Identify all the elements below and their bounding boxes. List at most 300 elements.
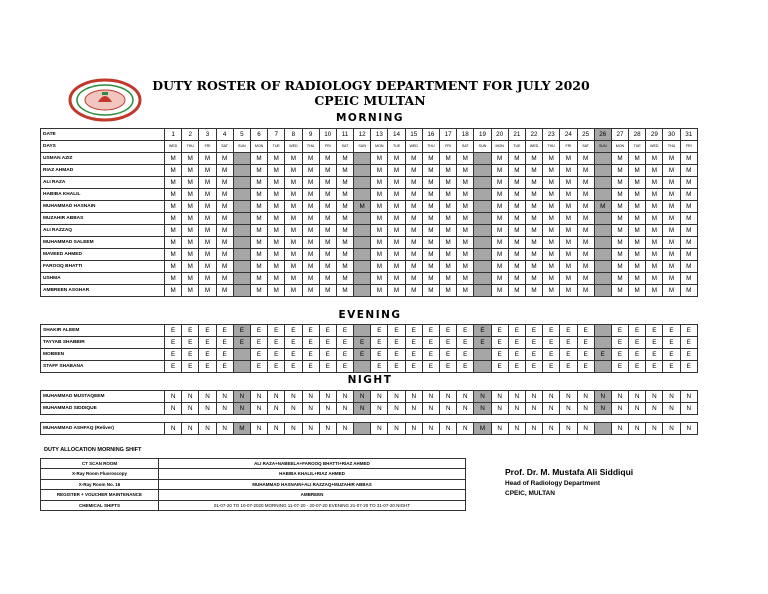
roster-cell: E bbox=[336, 361, 353, 373]
roster-cell: M bbox=[250, 285, 267, 297]
roster-cell: N bbox=[422, 403, 439, 415]
roster-cell: E bbox=[508, 349, 525, 361]
roster-cell: M bbox=[491, 177, 508, 189]
roster-cell: M bbox=[285, 225, 302, 237]
roster-cell: M bbox=[491, 213, 508, 225]
roster-cell: E bbox=[525, 349, 542, 361]
roster-cell: E bbox=[577, 361, 594, 373]
page-subtitle: CPEIC MULTAN bbox=[314, 93, 426, 108]
roster-cell: M bbox=[646, 177, 663, 189]
roster-cell: M bbox=[440, 225, 457, 237]
roster-cell: N bbox=[457, 423, 474, 435]
roster-cell: M bbox=[491, 285, 508, 297]
roster-cell: M bbox=[405, 237, 422, 249]
roster-cell: E bbox=[371, 349, 388, 361]
roster-cell: M bbox=[611, 237, 628, 249]
roster-cell: N bbox=[577, 391, 594, 403]
roster-cell: M bbox=[250, 273, 267, 285]
roster-cell: 6 bbox=[250, 129, 267, 141]
roster-cell: M bbox=[371, 273, 388, 285]
roster-cell bbox=[233, 177, 250, 189]
roster-cell: WED bbox=[405, 141, 422, 153]
roster-cell: N bbox=[182, 423, 199, 435]
roster-cell: M bbox=[629, 201, 646, 213]
roster-cell: N bbox=[577, 423, 594, 435]
roster-cell: E bbox=[302, 349, 319, 361]
roster-cell: E bbox=[199, 337, 216, 349]
roster-cell: E bbox=[611, 361, 628, 373]
roster-cell: N bbox=[525, 423, 542, 435]
roster-cell: M bbox=[199, 165, 216, 177]
roster-cell: E bbox=[474, 337, 491, 349]
roster-cell: M bbox=[268, 261, 285, 273]
roster-cell bbox=[474, 201, 491, 213]
roster-cell: M bbox=[560, 153, 577, 165]
roster-cell: 23 bbox=[543, 129, 560, 141]
roster-cell: M bbox=[182, 273, 199, 285]
roster-cell: M bbox=[491, 237, 508, 249]
roster-cell: M bbox=[268, 237, 285, 249]
roster-cell: M bbox=[646, 273, 663, 285]
roster-cell: E bbox=[165, 361, 182, 373]
row-label: MUHAMMAD MUSTAQEEM bbox=[41, 391, 165, 403]
roster-cell: M bbox=[560, 201, 577, 213]
roster-cell: N bbox=[646, 403, 663, 415]
roster-cell: M bbox=[302, 189, 319, 201]
roster-cell: N bbox=[182, 403, 199, 415]
roster-cell bbox=[594, 237, 611, 249]
roster-cell: M bbox=[508, 225, 525, 237]
roster-cell: 14 bbox=[388, 129, 405, 141]
roster-cell: M bbox=[422, 225, 439, 237]
roster-cell: M bbox=[680, 213, 697, 225]
roster-cell: M bbox=[457, 165, 474, 177]
roster-cell: M bbox=[336, 285, 353, 297]
roster-cell: E bbox=[182, 361, 199, 373]
roster-cell: N bbox=[233, 403, 250, 415]
roster-cell: M bbox=[611, 177, 628, 189]
roster-cell: M bbox=[629, 249, 646, 261]
roster-cell bbox=[354, 285, 371, 297]
roster-cell: M bbox=[199, 273, 216, 285]
row-label: MUHAMMAD HASNAIN bbox=[41, 201, 165, 213]
roster-cell: M bbox=[663, 165, 680, 177]
roster-cell bbox=[594, 189, 611, 201]
roster-cell: M bbox=[663, 189, 680, 201]
roster-cell bbox=[354, 177, 371, 189]
roster-cell: E bbox=[611, 325, 628, 337]
roster-cell bbox=[354, 189, 371, 201]
roster-cell: M bbox=[405, 273, 422, 285]
roster-cell: M bbox=[216, 165, 233, 177]
roster-cell bbox=[233, 261, 250, 273]
roster-cell: M bbox=[319, 213, 336, 225]
roster-cell: M bbox=[680, 189, 697, 201]
allocation-row bbox=[41, 469, 466, 479]
roster-cell: 25 bbox=[577, 129, 594, 141]
morning-row bbox=[41, 201, 698, 213]
roster-cell: M bbox=[336, 273, 353, 285]
roster-cell bbox=[474, 237, 491, 249]
roster-cell: M bbox=[388, 153, 405, 165]
roster-cell: M bbox=[663, 213, 680, 225]
roster-cell: N bbox=[216, 403, 233, 415]
roster-cell: 16 bbox=[422, 129, 439, 141]
roster-cell: 17 bbox=[440, 129, 457, 141]
roster-cell: M bbox=[302, 177, 319, 189]
roster-cell: E bbox=[560, 361, 577, 373]
roster-cell: E bbox=[233, 325, 250, 337]
row-label: AMBREEN ASGHAR bbox=[41, 285, 165, 297]
roster-cell: M bbox=[216, 153, 233, 165]
allocation-room: X-Ray Room Fluoroscopy bbox=[41, 469, 159, 479]
roster-cell: M bbox=[405, 201, 422, 213]
roster-cell: M bbox=[577, 237, 594, 249]
roster-cell: M bbox=[182, 261, 199, 273]
roster-cell: M bbox=[216, 177, 233, 189]
allocation-table bbox=[40, 458, 466, 511]
roster-cell: M bbox=[508, 153, 525, 165]
roster-cell: E bbox=[319, 361, 336, 373]
roster-cell: N bbox=[319, 403, 336, 415]
roster-cell: M bbox=[250, 237, 267, 249]
roster-cell: M bbox=[594, 201, 611, 213]
roster-cell: N bbox=[285, 391, 302, 403]
roster-cell: M bbox=[646, 213, 663, 225]
roster-cell: M bbox=[525, 201, 542, 213]
roster-cell: M bbox=[680, 273, 697, 285]
roster-cell: M bbox=[543, 189, 560, 201]
roster-cell bbox=[233, 249, 250, 261]
roster-cell: M bbox=[629, 177, 646, 189]
allocation-room: REGISTER + VOUCHER MAINTENANCE bbox=[41, 490, 159, 500]
roster-cell: E bbox=[422, 337, 439, 349]
roster-cell: M bbox=[302, 237, 319, 249]
allocation-row bbox=[41, 500, 466, 510]
roster-cell: M bbox=[319, 285, 336, 297]
roster-cell: SAT bbox=[336, 141, 353, 153]
roster-cell: N bbox=[336, 423, 353, 435]
roster-cell: E bbox=[268, 361, 285, 373]
roster-cell: M bbox=[388, 261, 405, 273]
roster-cell: E bbox=[216, 361, 233, 373]
roster-cell: M bbox=[440, 153, 457, 165]
roster-cell: M bbox=[629, 237, 646, 249]
roster-cell: M bbox=[302, 165, 319, 177]
roster-cell bbox=[594, 261, 611, 273]
roster-cell: E bbox=[199, 325, 216, 337]
roster-cell: WED bbox=[285, 141, 302, 153]
roster-cell: M bbox=[663, 237, 680, 249]
row-label: RIAZ AHMAD bbox=[41, 165, 165, 177]
roster-cell: E bbox=[646, 325, 663, 337]
roster-cell: M bbox=[216, 237, 233, 249]
roster-cell: M bbox=[491, 261, 508, 273]
roster-cell: N bbox=[268, 391, 285, 403]
roster-cell: M bbox=[543, 165, 560, 177]
roster-cell: E bbox=[165, 325, 182, 337]
roster-cell: N bbox=[405, 403, 422, 415]
allocation-row bbox=[41, 479, 466, 489]
roster-cell: M bbox=[388, 285, 405, 297]
roster-cell: FRI bbox=[199, 141, 216, 153]
roster-cell: E bbox=[165, 337, 182, 349]
roster-cell: M bbox=[302, 225, 319, 237]
roster-cell: M bbox=[525, 261, 542, 273]
roster-cell: M bbox=[405, 153, 422, 165]
roster-cell: E bbox=[250, 361, 267, 373]
roster-cell: 29 bbox=[646, 129, 663, 141]
roster-cell: M bbox=[457, 177, 474, 189]
roster-cell: M bbox=[525, 285, 542, 297]
roster-cell: M bbox=[629, 189, 646, 201]
roster-cell bbox=[354, 213, 371, 225]
roster-cell: E bbox=[319, 337, 336, 349]
roster-cell: M bbox=[182, 189, 199, 201]
roster-cell bbox=[474, 349, 491, 361]
roster-cell: E bbox=[182, 337, 199, 349]
roster-cell: N bbox=[422, 391, 439, 403]
evening-row bbox=[41, 325, 698, 337]
roster-cell: E bbox=[440, 361, 457, 373]
roster-cell: M bbox=[165, 249, 182, 261]
roster-cell: M bbox=[577, 153, 594, 165]
roster-cell: THU bbox=[663, 141, 680, 153]
evening-row bbox=[41, 349, 698, 361]
roster-cell: N bbox=[611, 403, 628, 415]
roster-cell: N bbox=[388, 423, 405, 435]
roster-cell: M bbox=[371, 189, 388, 201]
roster-cell: 15 bbox=[405, 129, 422, 141]
roster-cell: E bbox=[474, 325, 491, 337]
roster-cell: M bbox=[680, 225, 697, 237]
roster-cell: M bbox=[611, 249, 628, 261]
roster-cell: E bbox=[525, 337, 542, 349]
roster-cell: E bbox=[491, 349, 508, 361]
roster-cell: M bbox=[165, 237, 182, 249]
roster-cell: M bbox=[543, 225, 560, 237]
roster-cell: M bbox=[440, 249, 457, 261]
roster-cell: E bbox=[250, 337, 267, 349]
roster-cell bbox=[474, 189, 491, 201]
roster-cell: E bbox=[543, 361, 560, 373]
roster-cell: 9 bbox=[302, 129, 319, 141]
roster-cell bbox=[474, 261, 491, 273]
roster-cell: E bbox=[302, 361, 319, 373]
roster-cell: N bbox=[250, 403, 267, 415]
roster-cell: E bbox=[663, 337, 680, 349]
roster-cell: N bbox=[199, 423, 216, 435]
roster-cell: M bbox=[302, 201, 319, 213]
roster-cell: N bbox=[216, 391, 233, 403]
night-roster-table bbox=[40, 390, 698, 415]
roster-cell: E bbox=[336, 325, 353, 337]
roster-cell: E bbox=[354, 337, 371, 349]
roster-cell: MON bbox=[250, 141, 267, 153]
roster-cell: M bbox=[319, 177, 336, 189]
roster-cell: M bbox=[285, 261, 302, 273]
allocation-row bbox=[41, 459, 466, 469]
roster-cell bbox=[594, 285, 611, 297]
roster-cell: N bbox=[525, 403, 542, 415]
roster-cell: E bbox=[629, 337, 646, 349]
roster-cell: M bbox=[422, 165, 439, 177]
row-label: ALI RAZA bbox=[41, 177, 165, 189]
roster-cell bbox=[594, 423, 611, 435]
roster-cell: M bbox=[577, 285, 594, 297]
roster-cell: M bbox=[165, 213, 182, 225]
roster-cell bbox=[474, 213, 491, 225]
allocation-staff: MUHAMMAD HASNAIN+ALI RAZZAQ+MUZAHIR ABBAS bbox=[159, 479, 466, 489]
roster-cell: E bbox=[680, 325, 697, 337]
roster-cell: FRI bbox=[440, 141, 457, 153]
roster-cell: 12 bbox=[354, 129, 371, 141]
roster-cell: M bbox=[508, 261, 525, 273]
roster-cell: M bbox=[302, 285, 319, 297]
roster-cell: M bbox=[302, 273, 319, 285]
roster-cell: M bbox=[560, 189, 577, 201]
roster-cell: E bbox=[491, 337, 508, 349]
allocation-row bbox=[41, 490, 466, 500]
roster-cell: M bbox=[250, 165, 267, 177]
roster-cell: M bbox=[474, 423, 491, 435]
allocation-room: CHEMICAL SHIFTS bbox=[41, 500, 159, 510]
roster-cell: M bbox=[680, 237, 697, 249]
roster-cell: E bbox=[405, 337, 422, 349]
roster-cell: N bbox=[165, 391, 182, 403]
roster-cell: M bbox=[457, 153, 474, 165]
roster-cell: M bbox=[543, 177, 560, 189]
roster-cell bbox=[354, 273, 371, 285]
roster-cell: M bbox=[560, 225, 577, 237]
night-row bbox=[41, 403, 698, 415]
roster-cell: M bbox=[440, 261, 457, 273]
roster-cell bbox=[474, 249, 491, 261]
roster-cell: N bbox=[388, 391, 405, 403]
roster-cell: N bbox=[629, 403, 646, 415]
roster-cell: E bbox=[680, 337, 697, 349]
roster-cell: M bbox=[371, 165, 388, 177]
roster-cell: M bbox=[646, 201, 663, 213]
roster-cell bbox=[233, 213, 250, 225]
roster-cell: M bbox=[646, 153, 663, 165]
roster-cell: M bbox=[680, 153, 697, 165]
roster-cell: M bbox=[285, 285, 302, 297]
row-label: DAYS bbox=[41, 141, 165, 153]
roster-cell: 3 bbox=[199, 129, 216, 141]
roster-cell: M bbox=[405, 189, 422, 201]
roster-cell: M bbox=[663, 249, 680, 261]
signature-name: Prof. Dr. M. Mustafa Ali Siddiqui bbox=[505, 467, 634, 477]
roster-cell: N bbox=[577, 403, 594, 415]
roster-cell: M bbox=[663, 153, 680, 165]
roster-cell bbox=[233, 165, 250, 177]
roster-cell: N bbox=[371, 403, 388, 415]
roster-cell: 5 bbox=[233, 129, 250, 141]
roster-cell: E bbox=[440, 349, 457, 361]
roster-cell: M bbox=[577, 273, 594, 285]
roster-cell: M bbox=[371, 201, 388, 213]
allocation-room: CT SCAN ROOM bbox=[41, 459, 159, 469]
roster-cell bbox=[233, 225, 250, 237]
roster-cell: M bbox=[268, 201, 285, 213]
roster-cell: M bbox=[199, 261, 216, 273]
roster-cell: M bbox=[422, 189, 439, 201]
roster-cell: M bbox=[388, 225, 405, 237]
roster-cell: M bbox=[525, 153, 542, 165]
roster-cell: M bbox=[680, 165, 697, 177]
roster-cell: FRI bbox=[319, 141, 336, 153]
roster-cell: M bbox=[525, 177, 542, 189]
roster-cell: M bbox=[336, 177, 353, 189]
roster-cell: E bbox=[560, 337, 577, 349]
roster-cell: 21 bbox=[508, 129, 525, 141]
roster-cell: E bbox=[199, 349, 216, 361]
roster-cell: N bbox=[354, 391, 371, 403]
roster-cell: M bbox=[268, 165, 285, 177]
roster-cell: E bbox=[680, 349, 697, 361]
roster-cell: M bbox=[577, 261, 594, 273]
roster-cell: N bbox=[199, 403, 216, 415]
roster-cell: M bbox=[422, 273, 439, 285]
roster-cell: M bbox=[508, 273, 525, 285]
roster-cell: M bbox=[457, 273, 474, 285]
roster-cell: TUE bbox=[508, 141, 525, 153]
row-label: TAYYAB SHABBIR bbox=[41, 337, 165, 349]
roster-cell: M bbox=[165, 273, 182, 285]
roster-cell: N bbox=[646, 391, 663, 403]
roster-cell: M bbox=[560, 285, 577, 297]
roster-cell: M bbox=[405, 249, 422, 261]
roster-cell: M bbox=[216, 213, 233, 225]
roster-cell: E bbox=[577, 337, 594, 349]
roster-cell: E bbox=[250, 349, 267, 361]
roster-cell: E bbox=[268, 349, 285, 361]
roster-cell: 1 bbox=[165, 129, 182, 141]
roster-cell: M bbox=[182, 213, 199, 225]
roster-cell: M bbox=[250, 153, 267, 165]
roster-cell: M bbox=[336, 225, 353, 237]
roster-cell: M bbox=[646, 237, 663, 249]
roster-cell: M bbox=[491, 165, 508, 177]
roster-cell: M bbox=[165, 177, 182, 189]
roster-cell: M bbox=[199, 213, 216, 225]
roster-cell: M bbox=[663, 285, 680, 297]
morning-row bbox=[41, 177, 698, 189]
roster-cell: M bbox=[525, 273, 542, 285]
roster-cell: M bbox=[629, 153, 646, 165]
roster-cell: N bbox=[285, 423, 302, 435]
roster-cell: N bbox=[543, 423, 560, 435]
roster-cell: M bbox=[182, 165, 199, 177]
roster-cell: M bbox=[525, 189, 542, 201]
roster-cell: 20 bbox=[491, 129, 508, 141]
roster-cell: E bbox=[629, 361, 646, 373]
roster-cell: N bbox=[336, 391, 353, 403]
roster-cell: M bbox=[250, 261, 267, 273]
roster-cell: M bbox=[560, 177, 577, 189]
roster-cell: M bbox=[405, 177, 422, 189]
roster-cell: N bbox=[611, 423, 628, 435]
roster-cell: M bbox=[663, 201, 680, 213]
roster-cell: E bbox=[233, 337, 250, 349]
roster-cell: N bbox=[319, 391, 336, 403]
roster-cell: M bbox=[319, 249, 336, 261]
row-label: HABIBA KHALIL bbox=[41, 189, 165, 201]
evening-roster-table bbox=[40, 324, 698, 373]
roster-cell: M bbox=[371, 225, 388, 237]
roster-cell: M bbox=[646, 285, 663, 297]
